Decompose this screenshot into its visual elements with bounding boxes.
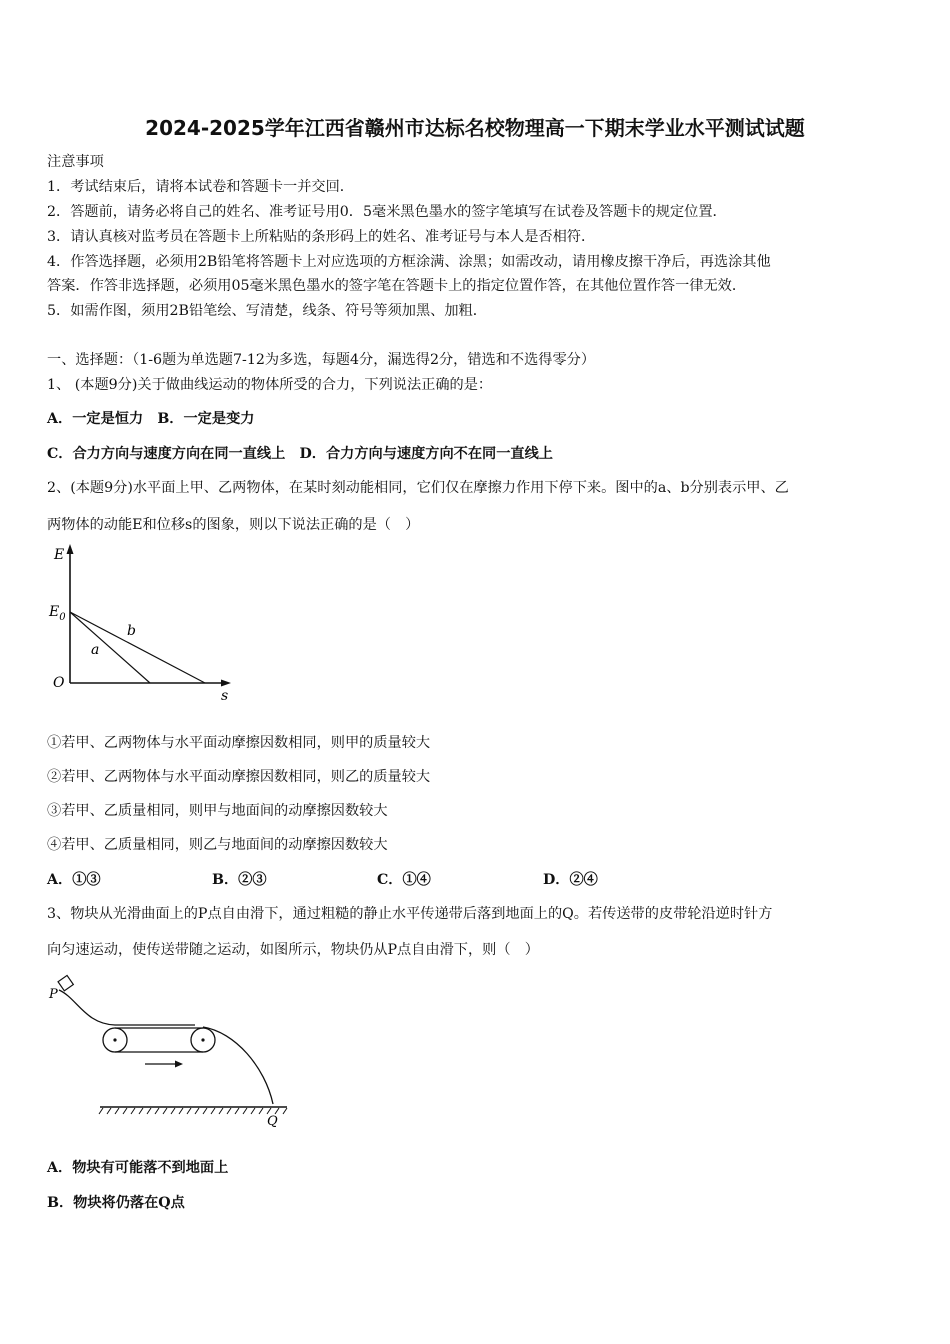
p-label: P xyxy=(49,987,58,1002)
q1-options-cd: C．合力方向与速度方向在同一直线上 D．合力方向与速度方向不在同一直线上 xyxy=(47,446,553,462)
section-heading: 一、选择题：（1-6题为单选题7-12为多选，每题4分，漏选得2分，错选和不选得零分） xyxy=(47,352,596,368)
x-axis-label: s xyxy=(221,688,229,704)
q2-statement-2: ②若甲、乙两物体与水平面动摩擦因数相同，则乙的质量较大 xyxy=(47,769,431,785)
notice-item-2: 2．答题前，请务必将自己的姓名、准考证号用0．5毫米黑色墨水的签字笔填写在试卷及答题卡的规定位置． xyxy=(47,204,727,220)
q3-stem-line-2: 向匀速运动，使传送带随之运动，如图所示，物块仍从P点自由滑下，则（ ） xyxy=(47,942,539,958)
y-axis-label: E xyxy=(54,547,65,563)
notice-heading: 注意事项 xyxy=(47,154,104,170)
curved-slope xyxy=(59,990,195,1025)
e0-label: $E_0$ xyxy=(49,604,66,623)
line-a-label: a xyxy=(91,642,100,658)
line-b-label: b xyxy=(127,623,136,639)
notice-item-3: 3．请认真核对监考员在答题卡上所粘贴的条形码上的姓名、准考证号与本人是否相符． xyxy=(47,229,596,245)
q3-conveyor-figure xyxy=(45,972,295,1130)
q2-option-a: A．①③ xyxy=(47,872,101,888)
trajectory xyxy=(203,1027,273,1104)
x-axis-arrow xyxy=(221,680,231,687)
q-label: Q xyxy=(267,1114,278,1129)
q2-statement-4: ④若甲、乙质量相同，则乙与地面间的动摩擦因数较大 xyxy=(47,837,388,853)
q3-stem-line-1: 3、物块从光滑曲面上的P点自由滑下，通过粗糙的静止水平传递带后落到地面上的Q。若传送带的皮带轮沿逆时针方 xyxy=(47,906,773,922)
origin-label: O xyxy=(53,675,65,691)
block xyxy=(58,975,73,990)
right-pulley-axle xyxy=(201,1038,204,1041)
q3-option-a: A．物块有可能落不到地面上 xyxy=(47,1160,229,1176)
q2-energy-displacement-graph xyxy=(45,540,245,705)
motion-arrow-head xyxy=(175,1061,183,1068)
notice-item-4-cont: 答案．作答非选择题，必须用05毫米黑色墨水的签字笔在答题卡上的指定位置作答，在其他位置作答一律无效． xyxy=(47,278,747,294)
q3-option-b: B．物块将仍落在Q点 xyxy=(47,1195,185,1211)
q2-stem-line-1: 2、(本题9分)水平面上甲、乙两物体，在某时刻动能相同，它们仅在摩擦力作用下停下来。图中的a、b分别表示甲、乙 xyxy=(47,480,789,496)
notice-item-5: 5．如需作图，须用2B铅笔绘、写清楚，线条、符号等须加黑、加粗． xyxy=(47,303,487,319)
q2-option-c: C．①④ xyxy=(377,872,431,888)
left-pulley-axle xyxy=(113,1038,116,1041)
y-axis-arrow xyxy=(67,544,74,554)
q2-statement-3: ③若甲、乙质量相同，则甲与地面间的动摩擦因数较大 xyxy=(47,803,388,819)
q2-option-d: D．②④ xyxy=(543,872,598,888)
ground-hatching xyxy=(99,1108,287,1114)
page-title: 2024-2025学年江西省赣州市达标名校物理高一下期末学业水平测试试题 xyxy=(145,116,805,140)
q1-options-ab: A．一定是恒力 B．一定是变力 xyxy=(47,411,255,427)
q2-option-b: B．②③ xyxy=(212,872,267,888)
q1-stem: 1、 (本题9分)关于做曲线运动的物体所受的合力，下列说法正确的是： xyxy=(47,377,493,393)
notice-item-4: 4．作答选择题，必须用2B铅笔将答题卡上对应选项的方框涂满、涂黑；如需改动，请用橡皮擦干净后，再选涂其他 xyxy=(47,254,771,270)
q2-stem-line-2: 两物体的动能E和位移s的图象，则以下说法正确的是（ ） xyxy=(47,517,420,533)
notice-item-1: 1．考试结束后，请将本试卷和答题卡一并交回． xyxy=(47,179,354,195)
q2-statement-1: ①若甲、乙两物体与水平面动摩擦因数相同，则甲的质量较大 xyxy=(47,735,431,751)
